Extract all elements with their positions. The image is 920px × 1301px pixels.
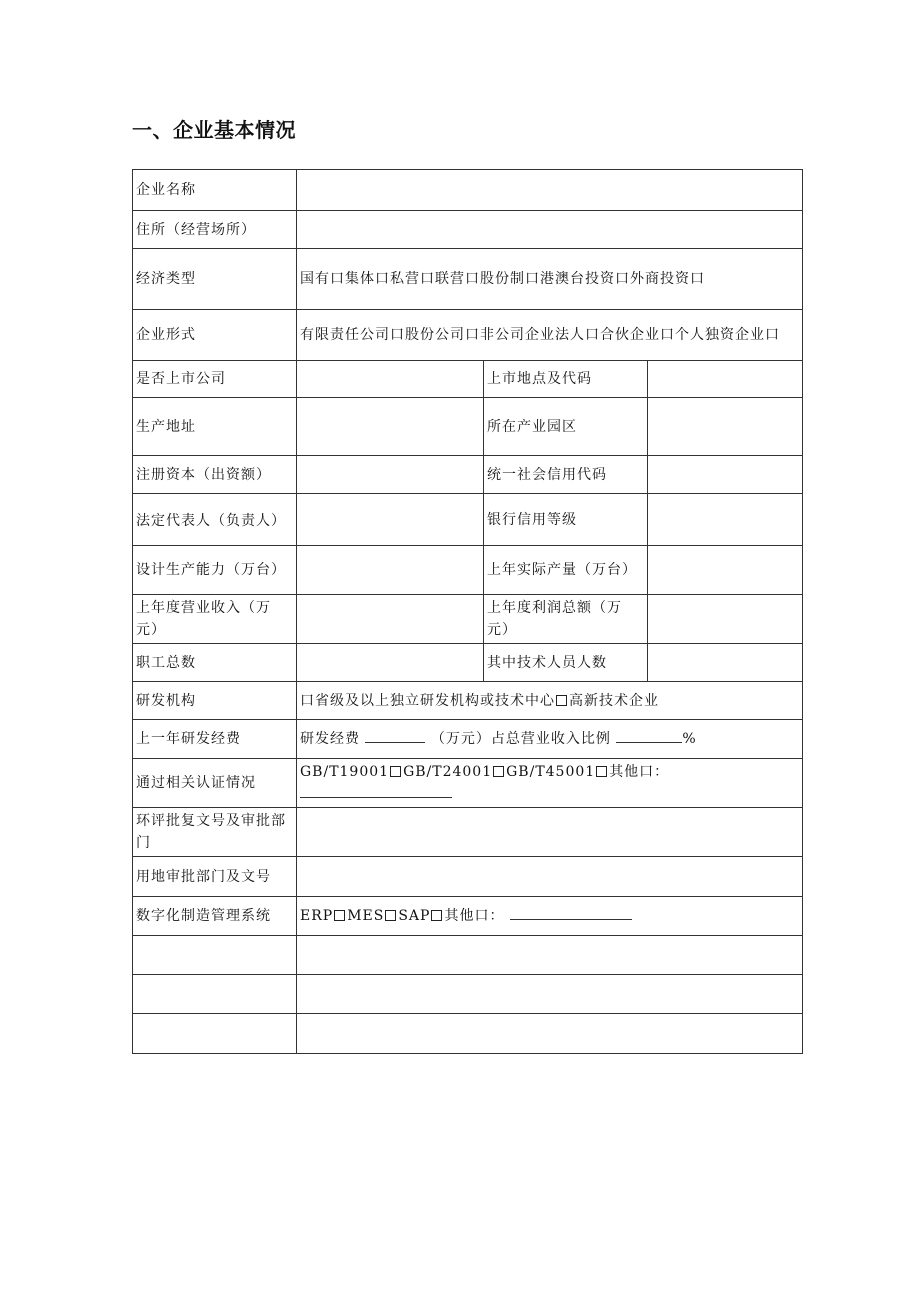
profit-field[interactable] <box>648 595 803 644</box>
rd-funds-text-b: （万元）占总营业收入比例 <box>430 731 611 747</box>
dig-option-other[interactable]: 其他口： <box>444 908 505 924</box>
table-row <box>133 808 803 857</box>
checkbox-icon[interactable] <box>390 766 401 777</box>
dig-option-sap[interactable]: SAP <box>398 908 431 924</box>
section-title: 一、企业基本情况 <box>132 118 296 142</box>
label-actual-output: 上年实际产量（万台） <box>484 546 648 595</box>
table-row <box>133 720 803 759</box>
label-rd-org: 研发机构 <box>133 682 297 720</box>
label-econ-type: 经济类型 <box>133 249 297 310</box>
table-row <box>133 897 803 936</box>
table-row <box>133 249 803 310</box>
label-credit-code: 统一社会信用代码 <box>484 456 648 494</box>
checkbox-icon[interactable] <box>431 910 442 921</box>
cert-option-other[interactable]: 其他口： <box>609 764 670 780</box>
label-industrial-park: 所在产业园区 <box>484 398 648 456</box>
rd-funds-field[interactable] <box>297 720 803 759</box>
label-tech-staff: 其中技术人员人数 <box>484 644 648 682</box>
label-address: 住所（经营场所） <box>133 211 297 249</box>
listing-place-field[interactable] <box>648 361 803 398</box>
empty-cell[interactable] <box>297 936 803 975</box>
econ-type-options[interactable]: 国有口集体口私营口联营口股份制口港澳台投资口外商投资口 <box>297 249 803 310</box>
rd-funds-text-a: 研发经费 <box>300 731 360 747</box>
address-field[interactable] <box>297 211 803 249</box>
label-design-capacity: 设计生产能力（万台） <box>133 546 297 595</box>
dig-option-erp[interactable]: ERP <box>300 908 334 924</box>
label-rd-funds: 上一年研发经费 <box>133 720 297 759</box>
checkbox-icon[interactable] <box>556 695 567 706</box>
table-row <box>133 857 803 897</box>
table-row <box>133 759 803 808</box>
enterprise-info-table <box>132 169 803 1054</box>
listed-field[interactable] <box>297 361 484 398</box>
credit-code-field[interactable] <box>648 456 803 494</box>
table-row <box>133 310 803 361</box>
table-row <box>133 595 803 644</box>
table-row <box>133 644 803 682</box>
dig-option-mes[interactable]: MES <box>347 908 385 924</box>
empty-cell[interactable] <box>133 1014 297 1054</box>
label-reg-capital: 注册资本（出资额） <box>133 456 297 494</box>
label-prod-address: 生产地址 <box>133 398 297 456</box>
label-digital: 数字化制造管理系统 <box>133 897 297 936</box>
table-row <box>133 546 803 595</box>
cert-option-45001[interactable]: GB/T45001 <box>506 764 596 780</box>
empty-cell[interactable] <box>297 975 803 1014</box>
checkbox-icon[interactable] <box>493 766 504 777</box>
legal-rep-field[interactable] <box>297 494 484 546</box>
digital-options[interactable] <box>297 897 803 936</box>
bank-credit-field[interactable] <box>648 494 803 546</box>
table-row <box>133 682 803 720</box>
table-row <box>133 975 803 1014</box>
rd-funds-text-c: % <box>682 731 697 747</box>
design-capacity-field[interactable] <box>297 546 484 595</box>
checkbox-icon[interactable] <box>596 766 607 777</box>
label-listed: 是否上市公司 <box>133 361 297 398</box>
label-company-name: 企业名称 <box>133 170 297 211</box>
cert-option-19001[interactable]: GB/T19001 <box>300 764 390 780</box>
label-org-form: 企业形式 <box>133 310 297 361</box>
label-employees: 职工总数 <box>133 644 297 682</box>
reg-capital-field[interactable] <box>297 456 484 494</box>
dig-other-input[interactable] <box>510 905 632 920</box>
table-row <box>133 1014 803 1054</box>
revenue-field[interactable] <box>297 595 484 644</box>
table-row <box>133 456 803 494</box>
label-land: 用地审批部门及文号 <box>133 857 297 897</box>
checkbox-icon[interactable] <box>385 910 396 921</box>
company-name-field[interactable] <box>297 170 803 211</box>
table-row <box>133 936 803 975</box>
table-row <box>133 211 803 249</box>
tech-staff-field[interactable] <box>648 644 803 682</box>
label-certs: 通过相关认证情况 <box>133 759 297 808</box>
table-row <box>133 398 803 456</box>
rd-org-options[interactable] <box>297 682 803 720</box>
checkbox-icon[interactable] <box>334 910 345 921</box>
cert-option-24001[interactable]: GB/T24001 <box>403 764 493 780</box>
label-profit: 上年度利润总额（万元） <box>484 595 648 644</box>
label-listing-place: 上市地点及代码 <box>484 361 648 398</box>
empty-cell[interactable] <box>133 975 297 1014</box>
org-form-options[interactable]: 有限责任公司口股份公司口非公司企业法人口合伙企业口个人独资企业口 <box>297 310 803 361</box>
rd-org-option-a[interactable]: 口省级及以上独立研发机构或技术中心 <box>300 692 555 709</box>
employees-field[interactable] <box>297 644 484 682</box>
certs-options[interactable] <box>297 759 803 808</box>
label-bank-credit: 银行信用等级 <box>484 494 648 546</box>
cert-other-input[interactable] <box>300 783 452 798</box>
actual-output-field[interactable] <box>648 546 803 595</box>
rd-funds-amount-input[interactable] <box>365 728 425 743</box>
rd-org-option-b[interactable]: 高新技术企业 <box>569 692 659 709</box>
label-eia: 环评批复文号及审批部门 <box>133 808 297 857</box>
table-row <box>133 494 803 546</box>
empty-cell[interactable] <box>297 1014 803 1054</box>
prod-address-field[interactable] <box>297 398 484 456</box>
eia-field[interactable] <box>297 808 803 857</box>
land-field[interactable] <box>297 857 803 897</box>
rd-funds-ratio-input[interactable] <box>616 728 682 743</box>
label-revenue: 上年度营业收入（万元） <box>133 595 297 644</box>
empty-cell[interactable] <box>133 936 297 975</box>
table-row <box>133 170 803 211</box>
table-row <box>133 361 803 398</box>
industrial-park-field[interactable] <box>648 398 803 456</box>
label-legal-rep: 法定代表人（负责人） <box>133 494 297 546</box>
